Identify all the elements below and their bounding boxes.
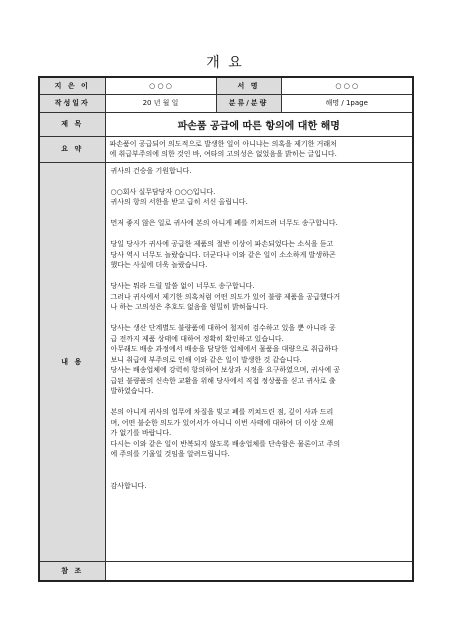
- body-line: 귀사의 항의 서한을 받고 급히 서신 올립니다.: [110, 198, 248, 206]
- summary-form-table: [38, 76, 414, 582]
- body-line: [111, 176, 408, 187]
- body-line: 가 없기를 바랍니다.: [110, 429, 172, 437]
- body-line: 다시는 이와 같은 일이 반복되지 않도록 배송업체를 단속함은 물론이고 주의: [110, 439, 341, 448]
- category-label: 분류/분량: [216, 94, 281, 112]
- body-text: [105, 162, 413, 561]
- author-value: ○ ○ ○: [105, 77, 216, 94]
- body-line: 에 주의를 기울일 것임을 알려드립니다.: [110, 450, 230, 458]
- body-line: 며, 어떤 불순한 의도가 있어서가 아니니 이번 사태에 대하여 더 이상 오해: [110, 418, 334, 427]
- body-line: 당일 당사가 귀사에 공급한 제품의 절반 이상이 파손되었다는 소식을 듣고: [110, 240, 334, 248]
- reference-value: [105, 561, 413, 581]
- body-line: 감사합니다.: [110, 481, 147, 490]
- subject-value: 파손품 공급에 따른 항의에 대한 해명: [105, 112, 413, 136]
- body-line: 아무래도 배송 과정에서 배송을 담당한 업체에서 물품을 대량으로 취급하다: [110, 345, 338, 353]
- date-label: 작성일자: [39, 94, 105, 112]
- body-line: 나 하는 고의성은 추호도 없음을 엄밀히 밝혀둡니다.: [110, 303, 269, 311]
- body-line: 그러나 귀사에서 제기한 의혹처럼 어떤 의도가 있어 불량 제품을 공급했다거: [110, 292, 341, 301]
- date-row: [39, 94, 413, 112]
- summary-line: 파손품이 공급되어 의도적으로 발생한 일이 아니냐는 의혹을 제기한 거래처: [109, 139, 337, 148]
- body-line: 당사는 배송업체에 강력히 항의하여 보상과 시정을 요구하였으며, 귀사에 공: [110, 366, 341, 374]
- date-value: 20 년 월 일: [105, 94, 216, 112]
- body-line: [111, 313, 408, 324]
- summary-label: 요 약: [39, 136, 105, 162]
- reference-label: 참 조: [39, 561, 105, 581]
- body-line: [111, 229, 408, 240]
- body-line: 당사 역시 너무도 놀랐습니다. 더군다나 이와 같은 일이 소소하게 발생하곤: [110, 250, 336, 259]
- body-line: 보니 취급에 부주의로 인해 이와 같은 일이 발생한 것 같습니다.: [110, 355, 302, 364]
- body-line: 본의 아니게 귀사의 업무에 차질을 빚고 폐를 끼쳐드린 점, 깊이 사과 드리: [110, 408, 334, 416]
- body-line: 발하였습니다.: [110, 387, 154, 395]
- body-line: [111, 397, 408, 408]
- signature-value: ○ ○ ○: [281, 77, 413, 94]
- body-line: [111, 470, 408, 481]
- body-line: ○○회사 실무담당자 ○○○입니다.: [110, 187, 216, 196]
- subject-row: [39, 112, 413, 136]
- category-value: 해명 / 1page: [281, 94, 413, 112]
- body-line: [111, 271, 408, 282]
- body-line: 당사는 생산 단계별도 불량품에 대하여 철저히 검수하고 있을 뿐 아니라 공: [110, 324, 336, 332]
- body-line: 먼저 좋지 않은 일로 귀사에 본의 아니게 폐를 끼쳐드려 너무도 송구합니다.: [110, 219, 338, 227]
- body-line: 당사는 뭐라 드릴 말씀 없이 너무도 송구합니다.: [110, 282, 255, 290]
- document-title: 개 요: [206, 55, 244, 71]
- author-row: [39, 77, 413, 94]
- body-line: 급 전까지 제품 상태에 대하여 정확히 확인하고 있습니다.: [110, 334, 284, 343]
- body-line: [111, 460, 408, 471]
- body-row: [39, 162, 413, 561]
- body-line: 했다는 사실에 더욱 놀랐습니다.: [110, 261, 208, 269]
- author-label: 지 은 이: [39, 77, 105, 94]
- subject-label: 제 목: [39, 112, 105, 136]
- summary-line: 에 취급부주의에 의한 것인 바, 여타의 고의성은 없었음을 밝히는 글입니다.: [109, 150, 337, 158]
- body-label: 내 용: [39, 162, 105, 561]
- summary-row: [39, 136, 413, 162]
- summary-text: [105, 136, 413, 162]
- body-line: [111, 208, 408, 219]
- body-line: 급된 불량품의 신속한 교환을 위해 당사에서 직접 정상품을 싣고 귀사로 출: [110, 376, 336, 385]
- signature-label: 서 명: [216, 77, 281, 94]
- body-line: 귀사의 건승을 기원합니다.: [110, 166, 192, 175]
- reference-row: [39, 561, 413, 581]
